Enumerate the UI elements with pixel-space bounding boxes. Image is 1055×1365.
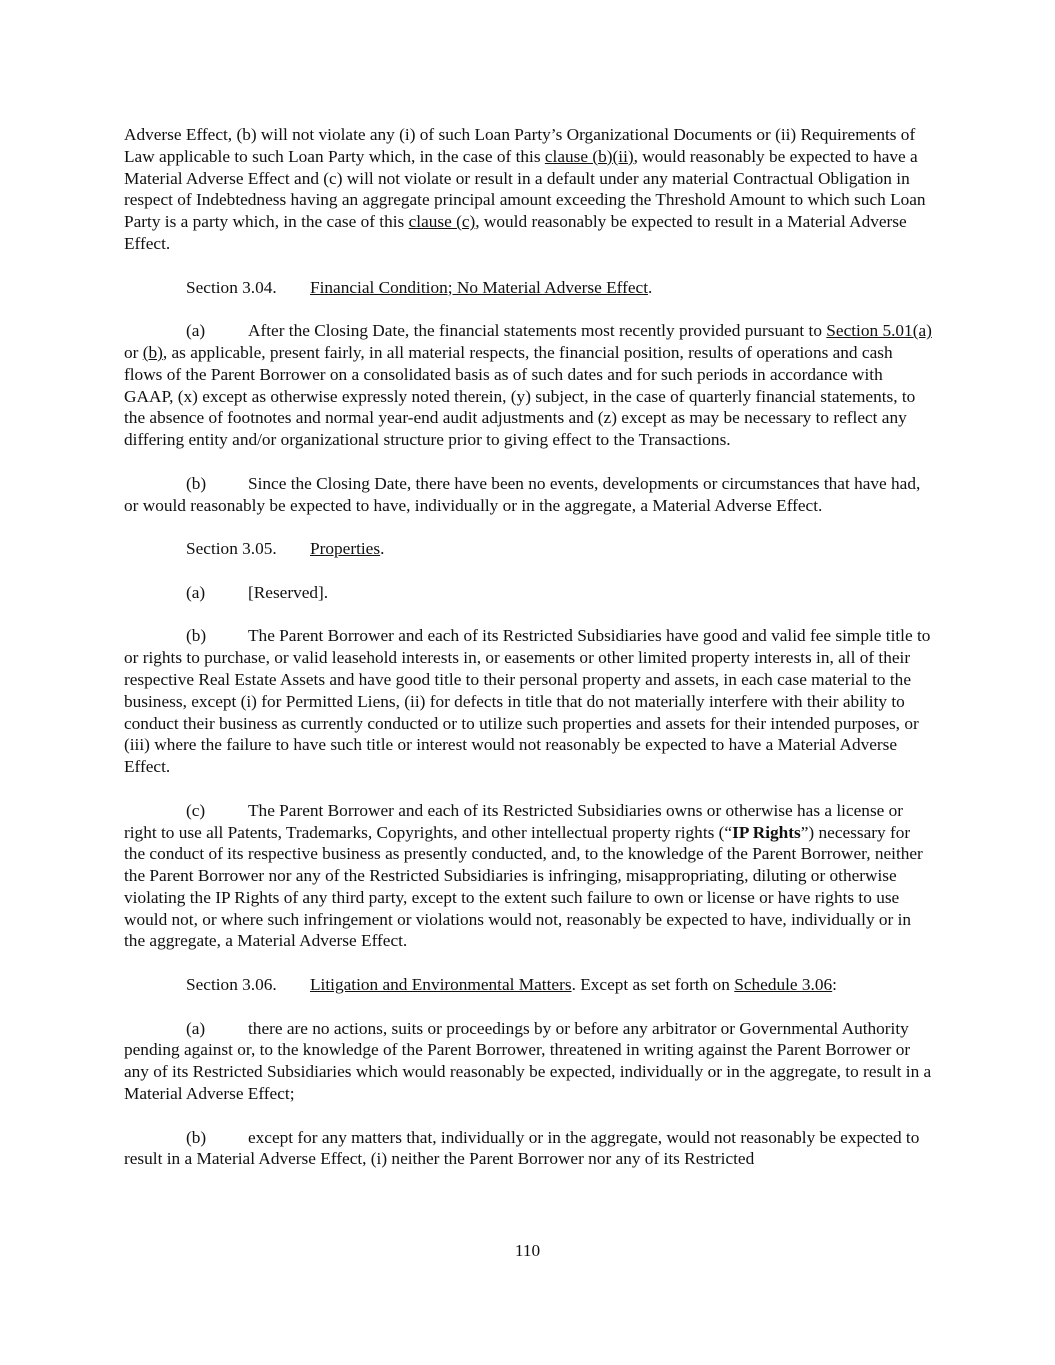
section-number: Section 3.06.	[186, 975, 277, 995]
subsection-3-04-b: (b) Since the Closing Date, there have been no events, developments or circumstances that have had, or would reasonably be expected to have, individually or in the aggregate, a Material Adverse Effect.	[124, 473, 921, 515]
section-heading-3-05: Section 3.05. Properties.	[186, 539, 385, 559]
subsection-3-05-c: (c) The Parent Borrower and each of its Restricted Subsidiaries owns or otherwise has a license or right to use all Patents, Trademarks, Copyrights, and other intellectual property rights (“IP Rights”) necessary for the conduct of its respective business as presently conducted, and, to the knowledge of the Parent Borrower, neither the Parent Borrower nor any of the Restricted Subsidiaries is infringing, misappropriating, diluting or otherwise violating the IP Rights of any third party, except to the extent such failure to own or license or have rights to use would not, or where such infringement or violations would not, reasonably be expected to have, individually or in the aggregate, a Material Adverse Effect.	[124, 800, 923, 951]
subsection-label: (b)	[186, 1127, 207, 1147]
section-title: Properties	[310, 539, 381, 559]
section-number: Section 3.04.	[186, 277, 277, 297]
section-reference: (b)	[142, 342, 163, 362]
subsection-3-05-b: (b) The Parent Borrower and each of its Restricted Subsidiaries have good and valid fee simple title to or rights to purchase, or valid leasehold interests in, or easements or other limited property interests in, all of their respective Real Estate Assets and have good title to their personal property and assets, in each case material to the business, except (i) for Permitted Liens, (ii) for defects in title that do not materially interfere with their ability to conduct their business as currently conducted or to utilize such properties and assets for their intended purposes, or (iii) where the failure to have such title or interest would not reasonably be expected to have a Material Adverse Effect.	[124, 626, 931, 777]
subsection-label: (b)	[186, 626, 207, 646]
subsection-3-06-b: (b) except for any matters that, individually or in the aggregate, would not reasonably be expected to result in a Material Adverse Effect, (i) neither the Parent Borrower nor any of its Restricted	[124, 1127, 920, 1169]
subsection-3-05-a: (a) [Reserved].	[186, 582, 329, 602]
section-number: Section 3.05.	[186, 539, 277, 559]
subsection-label: (a)	[186, 582, 206, 602]
section-title: Litigation and Environmental Matters	[310, 975, 572, 995]
section-reference: Section 5.01(a)	[826, 321, 932, 341]
section-title: Financial Condition; No Material Adverse Effect	[310, 277, 649, 297]
clause-reference: clause (b)(ii)	[544, 146, 634, 166]
section-heading-3-06: Section 3.06. Litigation and Environmental Matters. Except as set forth on Schedule 3.06:	[186, 975, 837, 995]
page-content	[124, 124, 932, 1192]
subsection-3-06-a: (a) there are no actions, suits or proceedings by or before any arbitrator or Governmental Authority pending against or, to the knowledge of the Parent Borrower, threatened in writing against the Parent Borrower or any of its Restricted Subsidiaries which would reasonably be expected, individually or in the aggregate, to result in a Material Adverse Effect;	[124, 1018, 932, 1104]
subsection-label: (a)	[186, 321, 206, 341]
defined-term: IP Rights	[732, 822, 801, 842]
paragraph-continuation: Adverse Effect, (b) will not violate any (i) of such Loan Party’s Organizational Documents or (ii) Requirements of Law applicable to such Loan Party which, in the case of this clause (b)(ii), would reasonably be expected to have a Material Adverse Effect and (c) will not violate or result in a default under any material Contractual Obligation in respect of Indebtedness having an aggregate principal amount exceeding the Threshold Amount to which such Loan Party is a party which, in the case of this clause (c), would reasonably be expected to result in a Material Adverse Effect.	[124, 125, 926, 253]
subsection-label: (c)	[186, 800, 206, 820]
subsection-label: (b)	[186, 473, 207, 493]
schedule-reference: Schedule 3.06	[734, 975, 833, 995]
subsection-label: (a)	[186, 1018, 206, 1038]
subsection-3-04-a: (a) After the Closing Date, the financial statements most recently provided pursuant to Section 5.01(a) or (b), as applicable, present fairly, in all material respects, the financial position, results of operations and cash flows of the Parent Borrower on a consolidated basis as of such dates and for such periods in accordance with GAAP, (x) except as otherwise expressly noted therein, (y) subject, in the case of quarterly financial statements, to the absence of footnotes and normal year-end audit adjustments and (z) except as may be necessary to reflect any differing entity and/or organizational structure prior to giving effect to the Transactions.	[124, 321, 932, 450]
clause-reference: clause (c)	[408, 212, 476, 232]
page-number: 110	[514, 1241, 541, 1260]
section-heading-3-04: Section 3.04. Financial Condition; No Material Adverse Effect.	[186, 277, 653, 297]
